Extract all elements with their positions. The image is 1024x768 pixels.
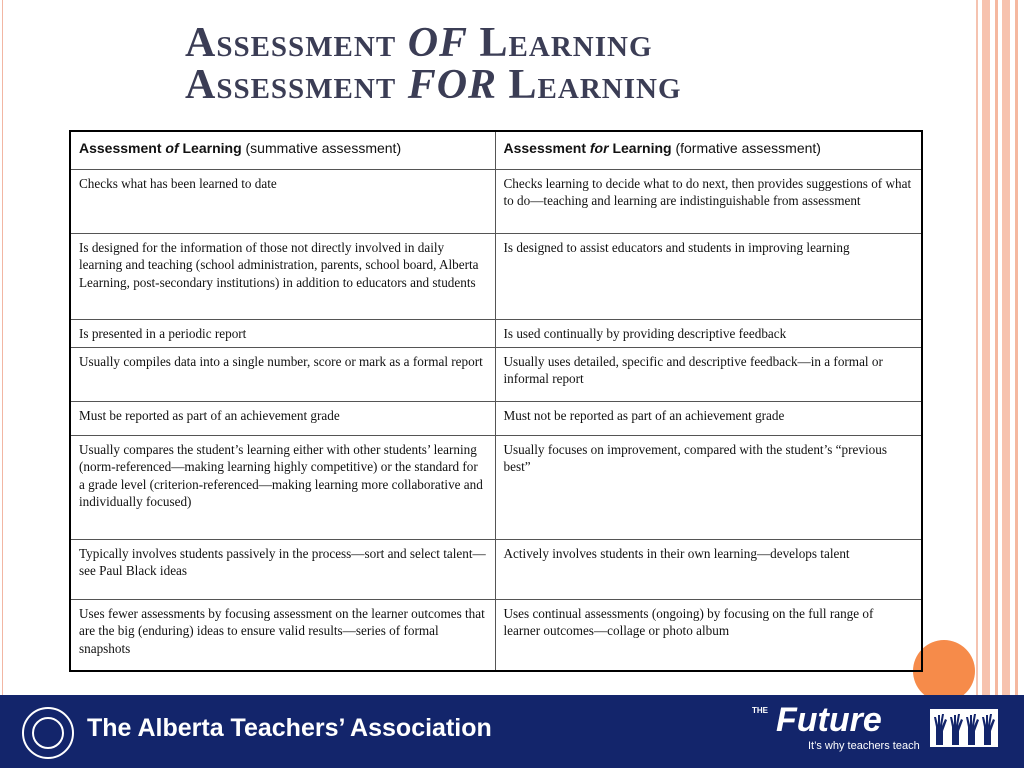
- header-assessment-for-learning: Assessment for Learning (formative assessment): [495, 131, 922, 169]
- cell-of-learning: Usually compares the student’s learning either with other students’ learning (norm-referenced—making learning highly competitive) or the standard for a grade level (criterion-referenced—making learning more collaborative and individually focused): [70, 435, 495, 539]
- decorative-stripes: [972, 0, 1024, 695]
- table-row: [70, 599, 922, 671]
- table-row: [70, 347, 922, 401]
- cell-for-learning: Uses continual assessments (ongoing) by focusing on the full range of learner outcomes—collage or photo album: [495, 599, 922, 671]
- left-border-line: [2, 0, 3, 695]
- cell-for-learning: Is designed to assist educators and students in improving learning: [495, 233, 922, 319]
- slide-title: [185, 22, 682, 106]
- cell-of-learning: Uses fewer assessments by focusing assessment on the learner outcomes that are the big (enduring) ideas to ensure valid results—series of formal snapshots: [70, 599, 495, 671]
- ata-seal-icon: [22, 707, 74, 759]
- table-row: [70, 539, 922, 599]
- table-row: [70, 169, 922, 233]
- cell-for-learning: Usually focuses on improvement, compared with the student’s “previous best”: [495, 435, 922, 539]
- comparison-table: [69, 130, 923, 672]
- future-logo-word: Future: [776, 701, 882, 739]
- table-header-row: [70, 131, 922, 169]
- cell-for-learning: Checks learning to decide what to do next, then provides suggestions of what to do—teaching and learning are indistinguishable from assessment: [495, 169, 922, 233]
- future-logo-tagline: It’s why teachers teach: [808, 740, 920, 752]
- cell-of-learning: Is presented in a periodic report: [70, 319, 495, 347]
- cell-of-learning: Typically involves students passively in the process—sort and select talent—see Paul Black ideas: [70, 539, 495, 599]
- raised-hands-icon: [930, 707, 998, 749]
- cell-for-learning: Usually uses detailed, specific and descriptive feedback—in a formal or informal report: [495, 347, 922, 401]
- table-row: [70, 435, 922, 539]
- future-logo-the: THE: [752, 706, 768, 715]
- cell-for-learning: Actively involves students in their own learning—develops talent: [495, 539, 922, 599]
- organization-name: The Alberta Teachers’ Association: [87, 714, 492, 742]
- header-assessment-of-learning: Assessment of Learning (summative assessment): [70, 131, 495, 169]
- cell-for-learning: Is used continually by providing descriptive feedback: [495, 319, 922, 347]
- cell-of-learning: Usually compiles data into a single number, score or mark as a formal report: [70, 347, 495, 401]
- title-line-1: Assessment OF Learning: [185, 20, 653, 66]
- title-line-2: Assessment FOR Learning: [185, 62, 682, 108]
- table-row: [70, 319, 922, 347]
- cell-of-learning: Must be reported as part of an achievement grade: [70, 401, 495, 435]
- cell-of-learning: Checks what has been learned to date: [70, 169, 495, 233]
- table-row: [70, 233, 922, 319]
- cell-for-learning: Must not be reported as part of an achievement grade: [495, 401, 922, 435]
- table-row: [70, 401, 922, 435]
- cell-of-learning: Is designed for the information of those not directly involved in daily learning and teaching (school administration, parents, school board, Alberta Learning, post-secondary institutions) in addition to educators and students: [70, 233, 495, 319]
